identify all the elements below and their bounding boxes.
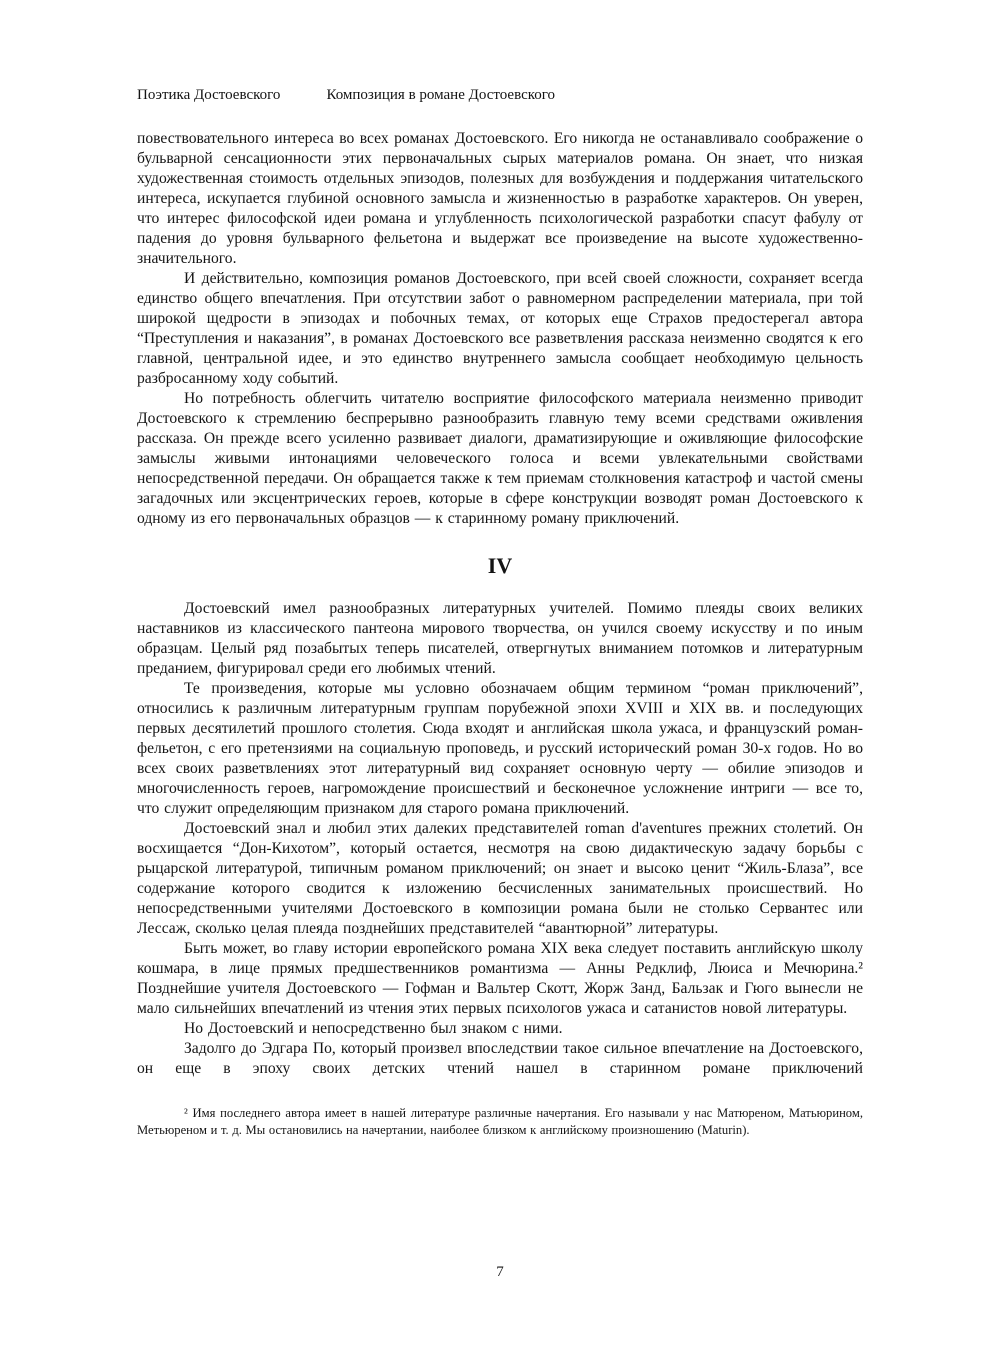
paragraph: Но потребность облегчить читателю восприятие философского материала неизменно приводит Достоевского к стремлению беспрерывно разнообразить главную тему всеми средствами оживления рассказа. Он прежде всего усиленно развивает диалоги, драматизирующие и оживляющие философские замыслы живыми интонациями человеческого голоса и всеми увлекательными свойствами непосредственной передачи. Он обращается также к тем приемам столкновения катастроф и частой смены загадочных или эксцентрических героев, которые в сфере конструкции возводят роман Достоевского к одному из его первоначальных образцов — к старинному роману приключений. [137, 390, 863, 527]
section-heading: IV [487, 553, 513, 578]
footnote: ² Имя последнего автора имеет в нашей литературе различные начертания. Его называли у нас Матюреном, Матьюрином, Метьюреном и т. д. Мы остановились на начертании, наиболее близком к английскому произношению (Maturin). [137, 1106, 863, 1137]
body-text [137, 129, 863, 1079]
paragraph: Быть может, во главу истории европейского романа XIX века следует поставить английскую школу кошмара, в лице прямых предшественников романтизма — Анны Редклиф, Люиса и Мечюрина.² Позднейшие учителя Достоевского — Гофман и Вальтер Скотт, Жорж Занд, Бальзак и Гюго вынесли не мало сильнейших впечатлений из чтения этих первых психологов ужаса и сатанистов новой литературы. [137, 940, 863, 1017]
paragraph: Достоевский знал и любил этих далеких представителей roman d'aventures прежних столетий. Он восхищается “Дон-Кихотом”, который остается, несмотря на свою дидактическую задачу борьбы с рыцарской литературой, типичным романом приключений; он знает и высоко ценит “Жиль-Блаза”, все содержание которого сводится к изложению бесчисленных занимательных происшествий. Но непосредственными учителями Достоевского в композиции романа были не столько Сервантес или Лессаж, сколько целая плеяда позднейших представителей “авантюрной” литературы. [137, 820, 863, 937]
paragraph: И действительно, композиция романов Достоевского, при всей своей сложности, сохраняет всегда единство общего впечатления. При отсутствии забот о равномерном распределении материала, при той широкой щедрости в эпизодах и побочных темах, от которых еще Страхов предостерегал автора “Преступления и наказания”, в романах Достоевского все разветвления рассказа неизменно сводятся к его главной, центральной идее, и это единство внутреннего замысла сообщает необходимую цельность разбросанному ходу событий. [137, 270, 863, 387]
paragraph: Но Достоевский и непосредственно был знаком с ними. [184, 1020, 563, 1037]
paragraph-runs-to-next-page: Задолго до Эдгара По, который произвел впоследствии такое сильное впечатление на Достоевского, он еще в эпоху своих детских чтений нашел в старинном романе приключений [137, 1040, 863, 1077]
paragraph: Достоевский имел разнообразных литературных учителей. Помимо плеяды своих великих наставников из классического пантеона мирового творчества, он учился своему искусству и по иным образцам. Целый ряд позабытых теперь писателей, отвергнутых вниманием потомков и литературным преданием, фигурировал среди его любимых чтений. [137, 600, 863, 677]
paragraph: Те произведения, которые мы условно обозначаем общим термином “роман приключений”, относились к различным литературным группам порубежной эпохи XVIII и XIX вв. и последующих первых десятилетий прошлого столетия. Сюда входят и английская школа ужаса, и французский роман-фельетон, с его претензиями на социальную проповедь, и русский исторический роман 30-х годов. Но во всех своих разветвлениях этот литературный вид сохраняет основную черту — обилие эпизодов и многочисленность героев, нагромождение происшествий и бесконечное усложнение интриги — все то, что служит определяющим признаком для старого романа приключений. [137, 680, 863, 817]
running-head [137, 86, 863, 105]
running-head-book-title: Поэтика Достоевского [137, 87, 281, 103]
running-head-chapter-title: Композиция в романе Достоевского [326, 87, 556, 103]
paragraph-continuation: повествовательного интереса во всех романах Достоевского. Его никогда не останавливало соображение о бульварной сенсационности этих первоначальных сырых материалов романа. Он знает, что низкая художественная стоимость отдельных эпизодов, полезных для возбуждения и поддержания читательского интереса, искупается глубиной основного замысла и жизненностью в разработке характеров. Он уверен, что интерес философской идеи романа и углубленность психологической разработки спасут фабулу от падения до уровня бульварного фельетона и выдержат все произведение на высоте художественно-значительного. [137, 130, 863, 267]
page-number: 7 [496, 1264, 504, 1280]
